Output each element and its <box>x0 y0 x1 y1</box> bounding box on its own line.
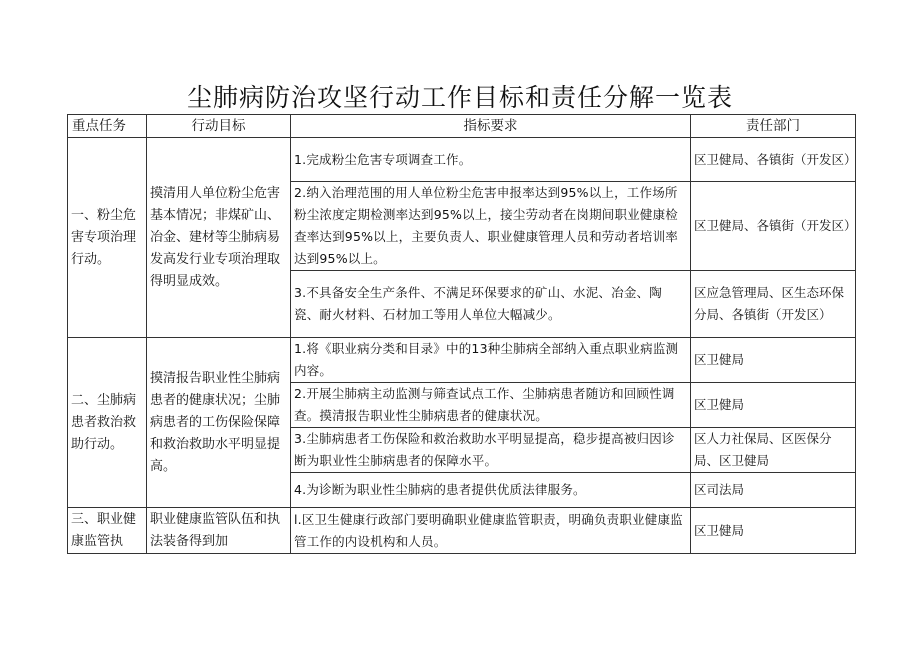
responsibility-table <box>67 114 856 554</box>
header-department: 责任部门 <box>691 115 856 138</box>
task-cell: 一、粉尘危害专项治理行动。 <box>68 138 147 338</box>
department-cell: 区卫健局 <box>691 383 856 428</box>
table-header-row <box>68 115 856 138</box>
requirement-cell: 1.将《职业病分类和目录》中的13种尘肺病全部纳入重点职业病监测内容。 <box>291 338 691 383</box>
header-requirement: 指标要求 <box>291 115 691 138</box>
table-row <box>68 338 856 383</box>
document-title: 尘肺病防治攻坚行动工作目标和责任分解一览表 <box>186 83 733 112</box>
department-cell: 区司法局 <box>691 473 856 508</box>
table-row <box>68 508 856 554</box>
header-task: 重点任务 <box>68 115 147 138</box>
goal-cell: 摸清报告职业性尘肺病患者的健康状况；尘肺病患者的工伤保险保障和救治救助水平明显提高。 <box>147 338 291 508</box>
header-goal: 行动目标 <box>147 115 291 138</box>
requirement-cell: 2.纳入治理范围的用人单位粉尘危害申报率达到95%以上，工作场所粉尘浓度定期检测率达到95%以上，接尘劳动者在岗期间职业健康检查率达到95%以上，主要负责人、职业健康管理人员和劳动者培训率达到95%以上。 <box>291 182 691 271</box>
goal-cell: 职业健康监管队伍和执法装备得到加 <box>147 508 291 554</box>
department-cell: 区人力社保局、区医保分局、区卫健局 <box>691 428 856 473</box>
task-cell: 二、尘肺病患者救治救助行动。 <box>68 338 147 508</box>
requirement-cell: 3.尘肺病患者工伤保险和救治救助水平明显提高，稳步提高被归因诊断为职业性尘肺病患者的保障水平。 <box>291 428 691 473</box>
department-cell: 区卫健局、各镇街（开发区） <box>691 138 856 182</box>
requirement-cell: 4.为诊断为职业性尘肺病的患者提供优质法律服务。 <box>291 473 691 508</box>
table-row <box>68 138 856 182</box>
requirement-cell: 2.开展尘肺病主动监测与筛查试点工作、尘肺病患者随访和回顾性调查。摸清报告职业性尘肺病患者的健康状况。 <box>291 383 691 428</box>
goal-cell: 摸清用人单位粉尘危害基本情况；非煤矿山、冶金、建材等尘肺病易发高发行业专项治理取得明显成效。 <box>147 138 291 338</box>
department-cell: 区卫健局 <box>691 338 856 383</box>
requirement-cell: 1.完成粉尘危害专项调查工作。 <box>291 138 691 182</box>
department-cell: 区卫健局 <box>691 508 856 554</box>
requirement-cell: l.区卫生健康行政部门要明确职业健康监管职责，明确负责职业健康监管工作的内设机构和人员。 <box>291 508 691 554</box>
task-cell: 三、职业健康监管执 <box>68 508 147 554</box>
department-cell: 区卫健局、各镇街（开发区） <box>691 182 856 271</box>
department-cell: 区应急管理局、区生态环保分局、各镇街（开发区） <box>691 271 856 338</box>
requirement-cell: 3.不具备安全生产条件、不满足环保要求的矿山、水泥、冶金、陶瓷、耐火材料、石材加工等用人单位大幅减少。 <box>291 271 691 338</box>
